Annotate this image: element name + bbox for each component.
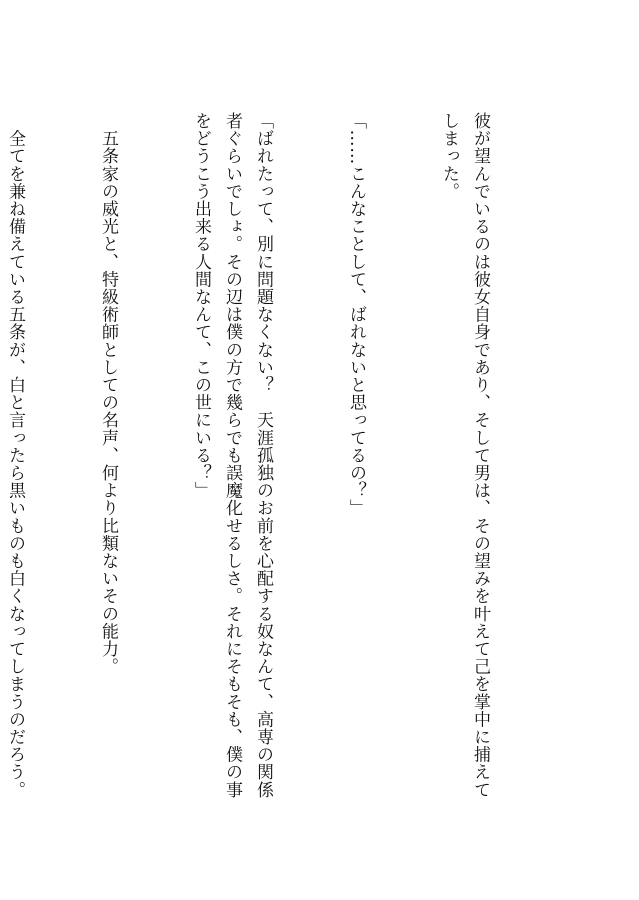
paragraph-dialogue-1: 「……こんなことして、ばれないと思ってるの？」 — [346, 112, 366, 517]
vertical-text-body — [0, 112, 557, 802]
paragraph-narration-3: 全てを兼ね備えている五条が、白と言ったら黒いものも白くなってしまうのだろう。 — [5, 129, 25, 799]
paragraph-narration-1: 彼が望んでいるのは彼女自身であり、そして男は、その望みを叶えて己を掌中に捕えてしまった。 — [439, 112, 490, 799]
paragraph-dialogue-2: 「ばれたって、別に問題なくない？ 天涯孤独のお前を心配する奴なんて、高専の関係者ぐらいでしょ。その辺は僕の方で幾らでも誤魔化せるしさ。それにそもそも、僕の事をどうこう出来る人間なんて、この世にいる？」 — [191, 112, 273, 799]
paragraph-narration-2: 五条家の威光と、特級術師としての名声、何より比類ないその能力。 — [98, 112, 118, 676]
